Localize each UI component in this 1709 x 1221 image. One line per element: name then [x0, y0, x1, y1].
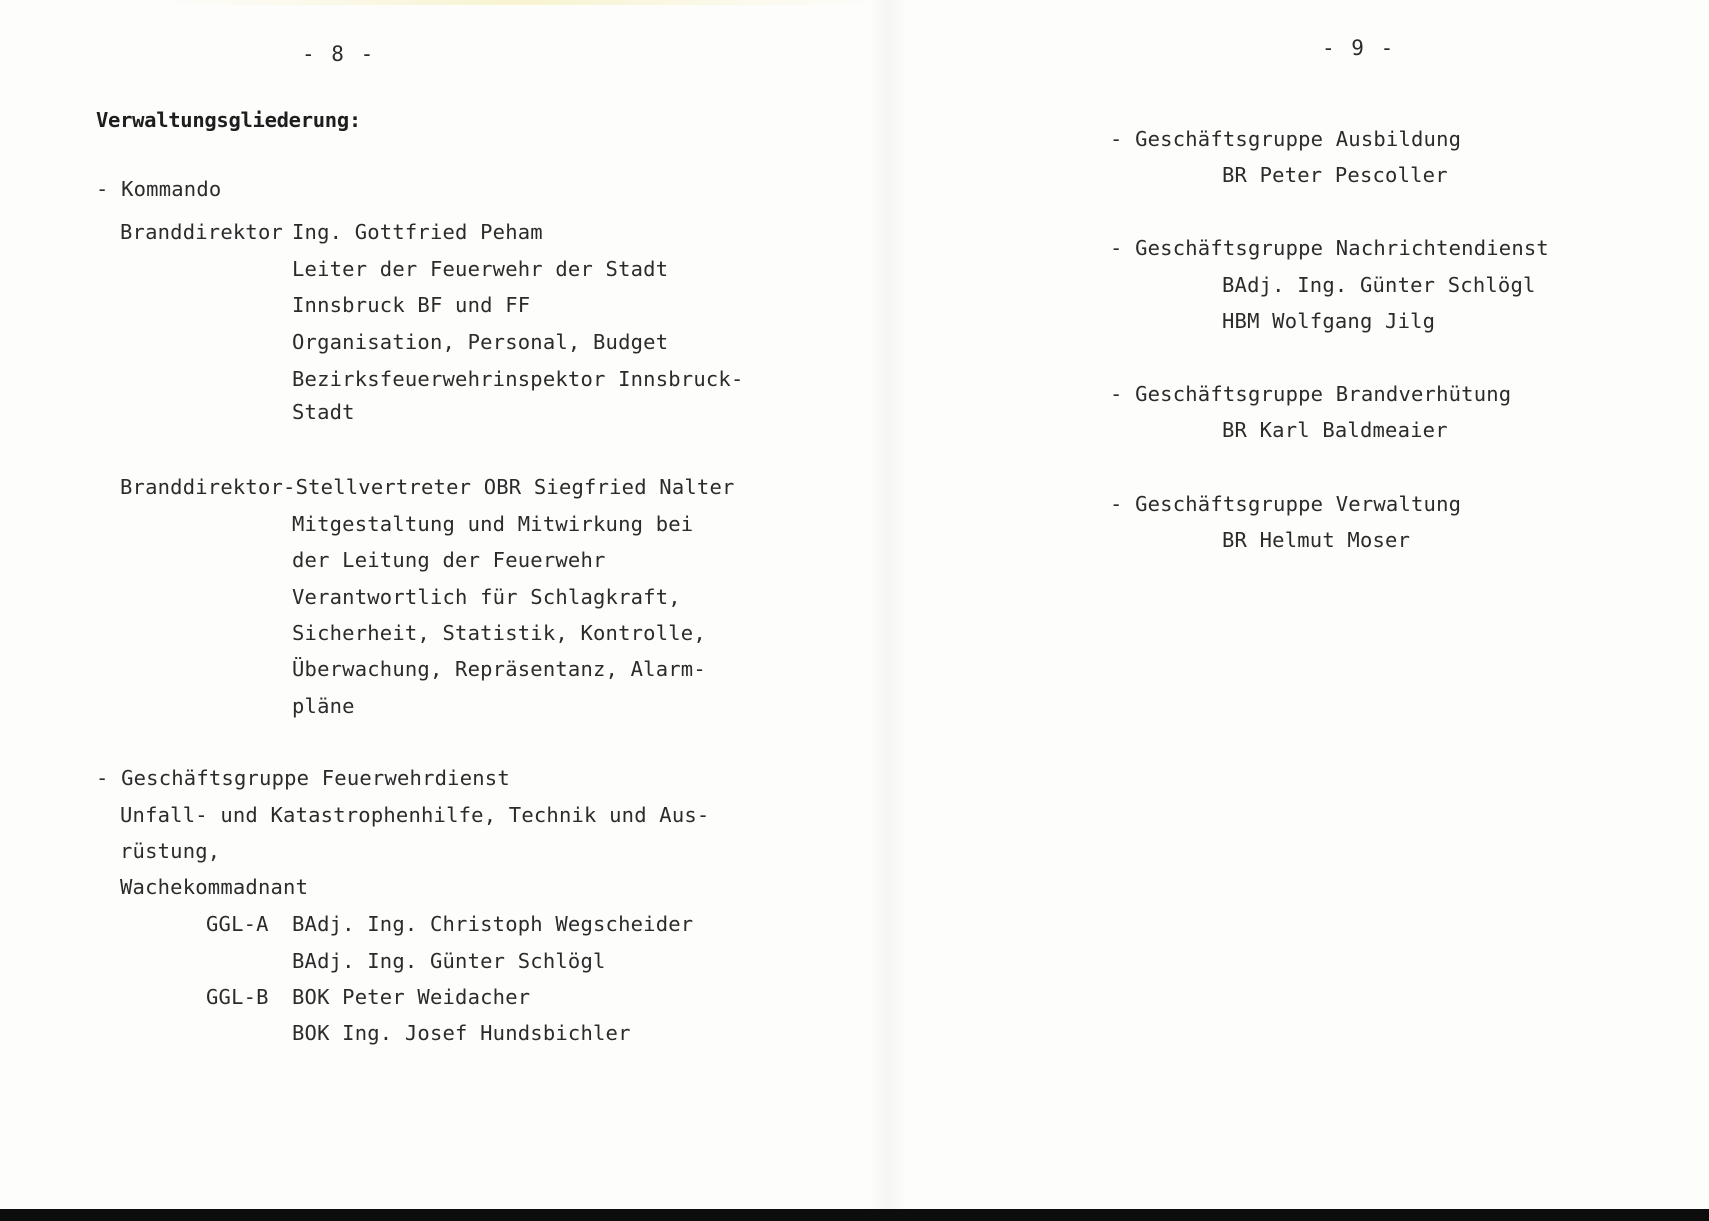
feuerwehrdienst-desc-line: Unfall- und Katastrophenhilfe, Technik und Aus-	[120, 803, 710, 827]
group-member: BOK Ing. Josef Hundsbichler	[292, 1021, 631, 1045]
branddirektor-line: Organisation, Personal, Budget	[292, 330, 669, 354]
deputy-line: Sicherheit, Statistik, Kontrolle,	[292, 621, 706, 645]
deputy-line: der Leitung der Feuerwehr	[292, 548, 606, 572]
kommando-label: - Kommando	[96, 177, 222, 201]
branddirektor-line: Ing. Gottfried Peham	[292, 220, 543, 244]
section-heading: Verwaltungsgliederung:	[96, 108, 361, 132]
feuerwehrdienst-label: - Geschäftsgruppe Feuerwehrdienst	[96, 766, 510, 790]
scan-border	[0, 1209, 1709, 1221]
group-code: GGL-A	[206, 912, 269, 936]
branddirektor-title: Branddirektor	[120, 220, 284, 244]
right-section-member: BR Karl Baldmeaier	[1222, 418, 1448, 442]
branddirektor-line: Leiter der Feuerwehr der Stadt	[292, 257, 669, 281]
deputy-line: pläne	[292, 694, 355, 718]
feuerwehrdienst-desc-line: rüstung,	[120, 839, 221, 863]
deputy-line: Mitgestaltung und Mitwirkung bei	[292, 512, 694, 536]
feuerwehrdienst-desc-line: Wachekommadnant	[120, 875, 309, 899]
deputy-title-line: Branddirektor-Stellvertreter OBR Siegfried Nalter	[120, 475, 735, 499]
page-gutter	[868, 0, 908, 1209]
right-section-member: BR Helmut Moser	[1222, 528, 1411, 552]
group-code: GGL-B	[206, 985, 269, 1009]
group-member: BAdj. Ing. Günter Schlögl	[292, 949, 606, 973]
deputy-line: Verantwortlich für Schlagkraft,	[292, 585, 681, 609]
right-section-label: - Geschäftsgruppe Nachrichtendienst	[1110, 236, 1549, 260]
right-section-label: - Geschäftsgruppe Verwaltung	[1110, 492, 1462, 516]
branddirektor-line: Innsbruck BF und FF	[292, 293, 531, 317]
page-number-left: - 8 -	[302, 42, 376, 66]
page-number-right: - 9 -	[1322, 36, 1396, 60]
right-section-member: BAdj. Ing. Günter Schlögl	[1222, 273, 1536, 297]
right-section-member: HBM Wolfgang Jilg	[1222, 309, 1436, 333]
group-member: BAdj. Ing. Christoph Wegscheider	[292, 912, 694, 936]
deputy-line: Überwachung, Repräsentanz, Alarm-	[292, 657, 706, 681]
group-member: BOK Peter Weidacher	[292, 985, 531, 1009]
branddirektor-line: Bezirksfeuerwehrinspektor Innsbruck-	[292, 367, 744, 391]
right-section-label: - Geschäftsgruppe Brandverhütung	[1110, 382, 1512, 406]
right-section-member: BR Peter Pescoller	[1222, 163, 1448, 187]
branddirektor-line: Stadt	[292, 400, 355, 424]
right-section-label: - Geschäftsgruppe Ausbildung	[1110, 127, 1462, 151]
paper-discoloration	[160, 0, 880, 5]
